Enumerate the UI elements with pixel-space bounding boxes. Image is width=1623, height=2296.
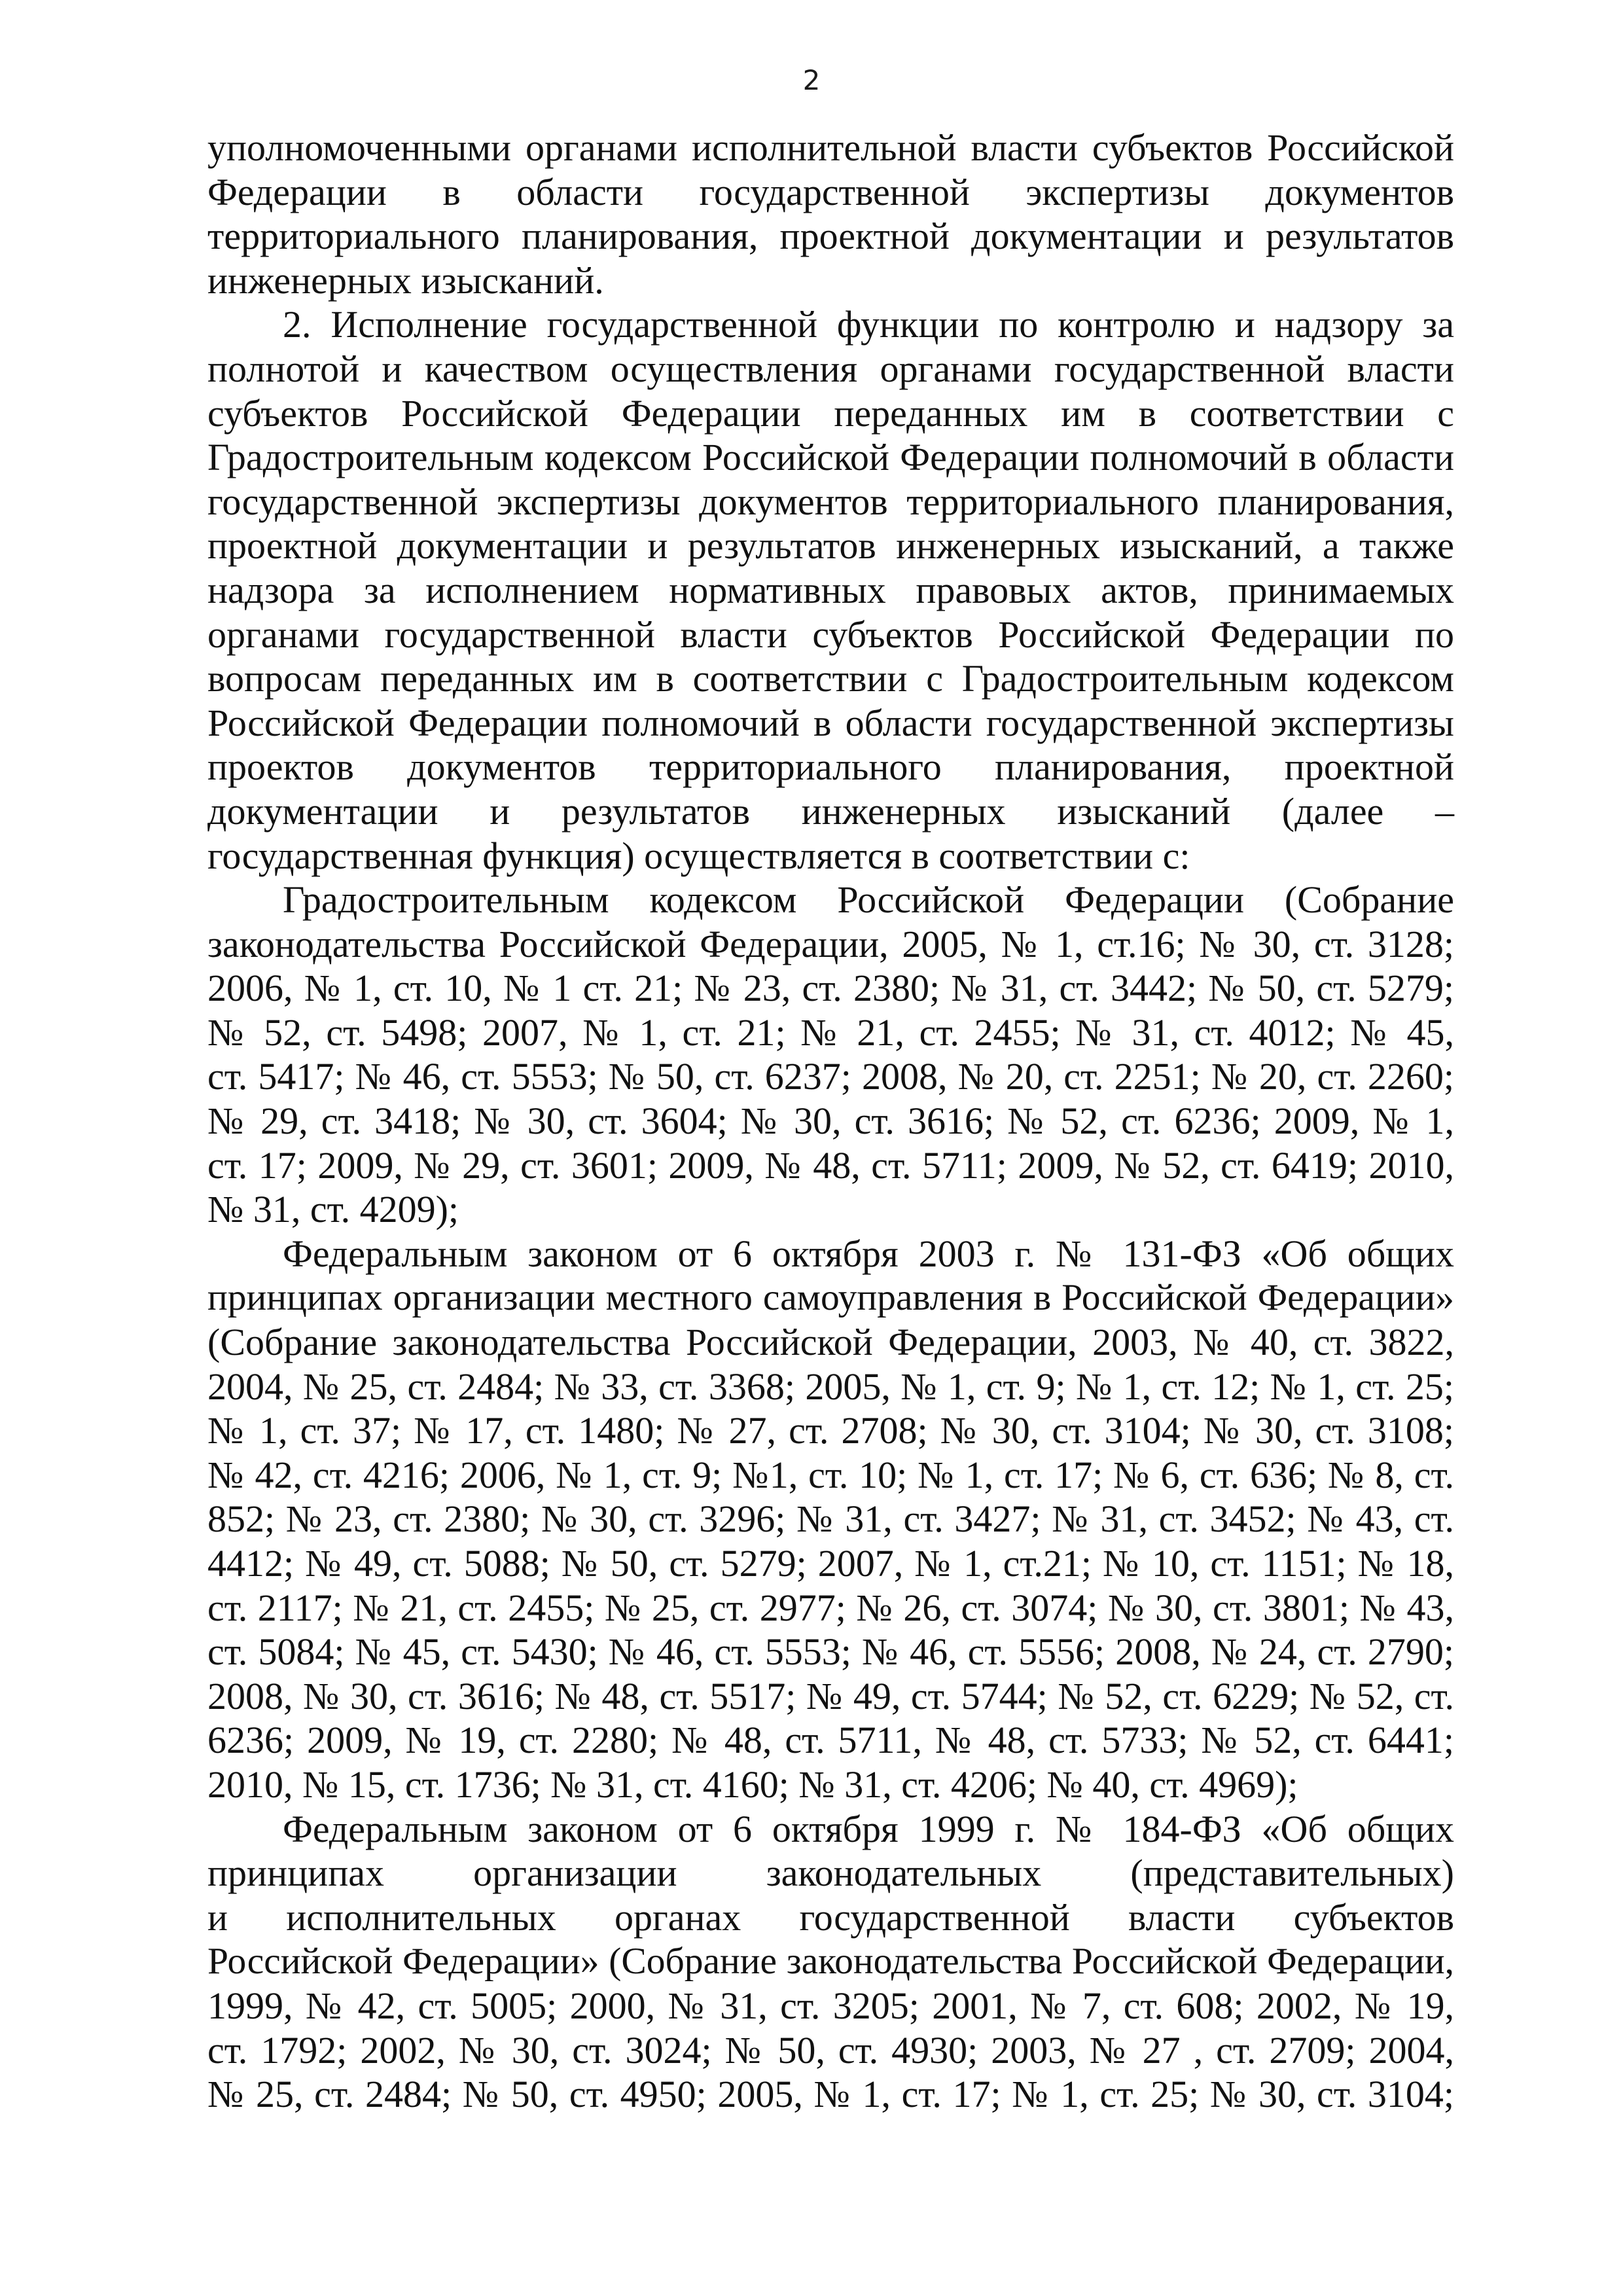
text-line: принципах организации законодательных (представительных) — [207, 1852, 1454, 1895]
text-line: Градостроительным кодексом Российской Федерации (Собрание — [283, 878, 1454, 922]
text-line: вопросам переданных им в соответствии с Градостроительным кодексом — [207, 657, 1454, 700]
text-line: 852; № 23, ст. 2380; № 30, ст. 3296; № 31, ст. 3427; № 31, ст. 3452; № 43, ст. — [207, 1498, 1454, 1541]
text-line: Федеральным законом от 6 октября 1999 г. № 184-ФЗ «Об общих — [283, 1807, 1454, 1850]
text-line: Российской Федерации полномочий в области государственной экспертизы — [207, 701, 1454, 744]
text-line: территориального планирования, проектной документации и результатов — [207, 215, 1454, 258]
text-line: и исполнительных органах государственной власти субъектов — [207, 1895, 1454, 1939]
text-line: (Собрание законодательства Российской Федерации, 2003, № 40, ст. 3822, — [207, 1321, 1454, 1364]
text-line: ст. 17; 2009, № 29, ст. 3601; 2009, № 48, ст. 5711; 2009, № 52, ст. 6419; 2010, — [207, 1143, 1454, 1187]
text-line: документации и результатов инженерных изысканий (далее – — [207, 789, 1454, 833]
text-line: 6236; 2009, № 19, ст. 2280; № 48, ст. 5711, № 48, ст. 5733; № 52, ст. 6441; — [207, 1719, 1454, 1762]
page-number: 2 — [802, 64, 821, 96]
text-line: проектной документации и результатов инженерных изысканий, а также — [207, 524, 1454, 567]
text-line: законодательства Российской Федерации, 2005, № 1, ст.16; № 30, ст. 3128; — [207, 922, 1454, 965]
text-line: 2. Исполнение государственной функции по контролю и надзору за — [283, 303, 1454, 346]
text-line: Федерации в области государственной экспертизы документов — [207, 170, 1454, 213]
text-line: Градостроительным кодексом Российской Федерации полномочий в области — [207, 436, 1454, 479]
text-line: № 52, ст. 5498; 2007, № 1, ст. 21; № 21, ст. 2455; № 31, ст. 4012; № 45, — [207, 1011, 1454, 1054]
text-line: 2010, № 15, ст. 1736; № 31, ст. 4160; № 31, ст. 4206; № 40, ст. 4969); — [207, 1763, 1298, 1806]
text-line: № 42, ст. 4216; 2006, № 1, ст. 9; №1, ст. 10; № 1, ст. 17; № 6, ст. 636; № 8, ст. — [207, 1453, 1454, 1496]
text-line: 4412; № 49, ст. 5088; № 50, ст. 5279; 2007, № 1, ст.21; № 10, ст. 1151; № 18, — [207, 1542, 1454, 1585]
text-line: ст. 5417; № 46, ст. 5553; № 50, ст. 6237; 2008, № 20, ст. 2251; № 20, ст. 2260; — [207, 1055, 1454, 1098]
text-line: проектов документов территориального планирования, проектной — [207, 745, 1454, 789]
text-line: принципах организации местного самоуправления в Российской Федерации» — [207, 1277, 1454, 1319]
text-line: ст. 2117; № 21, ст. 2455; № 25, ст. 2977; № 26, ст. 3074; № 30, ст. 3801; № 43, — [207, 1586, 1454, 1629]
text-line: субъектов Российской Федерации переданных им в соответствии с — [207, 391, 1454, 435]
text-line: 2006, № 1, ст. 10, № 1 ст. 21; № 23, ст. 2380; № 31, ст. 3442; № 50, ст. 5279; — [207, 967, 1454, 1010]
text-line: ст. 1792; 2002, № 30, ст. 3024; № 50, ст. 4930; 2003, № 27 , ст. 2709; 2004, — [207, 2028, 1454, 2072]
text-line: Российской Федерации» (Собрание законодательства Российской Федерации, — [207, 1941, 1454, 1982]
text-line: 2008, № 30, ст. 3616; № 48, ст. 5517; № 49, ст. 5744; № 52, ст. 6229; № 52, ст. — [207, 1674, 1454, 1717]
text-line: ст. 5084; № 45, ст. 5430; № 46, ст. 5553; № 46, ст. 5556; 2008, № 24, ст. 2790; — [207, 1630, 1454, 1674]
text-line: Федеральным законом от 6 октября 2003 г. № 131-ФЗ «Об общих — [283, 1232, 1454, 1275]
text-line: № 1, ст. 37; № 17, ст. 1480; № 27, ст. 2708; № 30, ст. 3104; № 30, ст. 3108; — [207, 1409, 1454, 1452]
text-line: уполномоченными органами исполнительной власти субъектов Российской — [207, 126, 1454, 169]
document-body — [207, 126, 1454, 2117]
text-line: № 29, ст. 3418; № 30, ст. 3604; № 30, ст. 3616; № 52, ст. 6236; 2009, № 1, — [207, 1100, 1454, 1143]
text-line: органами государственной власти субъектов Российской Федерации по — [207, 613, 1454, 656]
text-line: 1999, № 42, ст. 5005; 2000, № 31, ст. 3205; 2001, № 7, ст. 608; 2002, № 19, — [207, 1984, 1454, 2027]
text-line: государственная функция) осуществляется в соответствии с: — [207, 834, 1190, 877]
text-line: № 25, ст. 2484; № 50, ст. 4950; 2005, № 1, ст. 17; № 1, ст. 25; № 30, ст. 3104; — [207, 2073, 1454, 2116]
text-line: государственной экспертизы документов территориального планирования, — [207, 480, 1454, 523]
text-line: надзора за исполнением нормативных правовых актов, принимаемых — [207, 568, 1454, 611]
text-line: № 31, ст. 4209); — [207, 1188, 459, 1231]
text-line: полнотой и качеством осуществления органами государственной власти — [207, 347, 1454, 390]
text-line: 2004, № 25, ст. 2484; № 33, ст. 3368; 2005, № 1, ст. 9; № 1, ст. 12; № 1, ст. 25; — [207, 1365, 1454, 1408]
text-line: инженерных изысканий. — [207, 259, 604, 302]
